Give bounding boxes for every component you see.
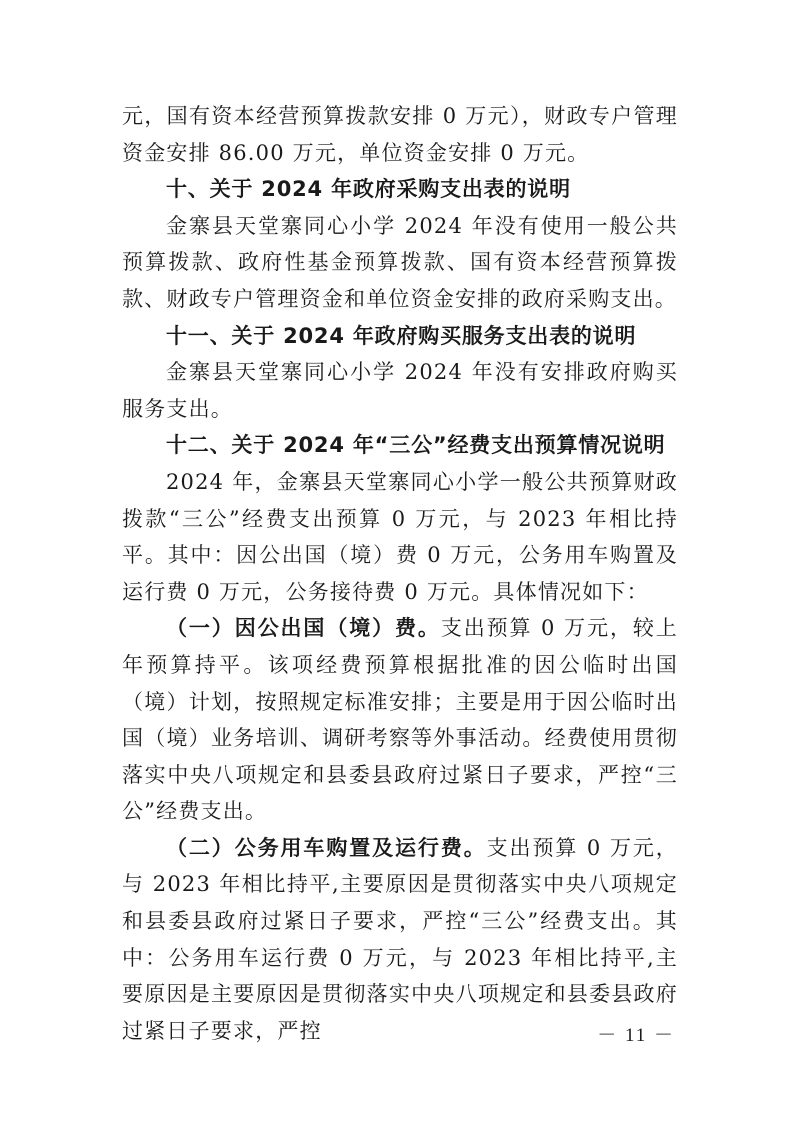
paragraph-overseas <box>122 610 678 830</box>
document-body <box>122 98 678 1049</box>
paragraph-services: 金寨县天堂寨同心小学 2024 年没有安排政府购买服务支出。 <box>122 360 678 421</box>
vehicles-body: 支出预算 0 万元，与 2023 年相比持平,主要原因是贯彻落实中央八项规定和县委县政府过紧日子要求，严控“三公”经费支出。其中：公务用车运行费 0 万元，与 2023 年相比持平,主要原因是主要原因是贯彻落实中央八项规定和县委县政府过紧日子要求，严控 <box>122 835 678 1043</box>
paragraph-continuation: 元，国有资本经营预算拨款安排 0 万元），财政专户管理资金安排 86.00 万元，单位资金安排 0 万元。 <box>122 104 678 165</box>
section-heading-10: 十、关于 2024 年政府采购支出表的说明 <box>166 177 571 202</box>
page-number: － 11 － <box>597 1025 675 1046</box>
paragraph-vehicles <box>122 830 678 1050</box>
vehicles-lead: （二）公务用车购置及运行费。 <box>166 835 487 860</box>
section-heading-12: 十二、关于 2024 年“三公”经费支出预算情况说明 <box>166 433 666 458</box>
paragraph-three-public <box>122 464 678 610</box>
paragraph-procurement: 金寨县天堂寨同心小学 2024 年没有使用一般公共预算拨款、政府性基金预算拨款、国有资本经营预算拨款、财政专户管理资金和单位资金安排的政府采购支出。 <box>122 213 678 311</box>
paragraph-three-public-text: 2024 年，金寨县天堂寨同心小学一般公共预算财政拨款“三公”经费支出预算 0 万元，与 2023 年相比持平。其中：因公出国（境）费 0 万元，公务用车购置及运行费 0 万元，公务接待费 0 万元。具体情况如下： <box>122 469 678 604</box>
section-heading-11: 十一、关于 2024 年政府购买服务支出表的说明 <box>166 323 637 348</box>
overseas-lead: （一）因公出国（境）费。 <box>166 616 441 641</box>
overseas-body: 支出预算 0 万元，较上年预算持平。该项经费预算根据批准的因公临时出国（境）计划，按照规定标准安排；主要是用于因公临时出国（境）业务培训、调研考察等外事活动。经费使用贯彻落实中央八项规定和县委县政府过紧日子要求，严控“三公”经费支出。 <box>122 616 678 824</box>
